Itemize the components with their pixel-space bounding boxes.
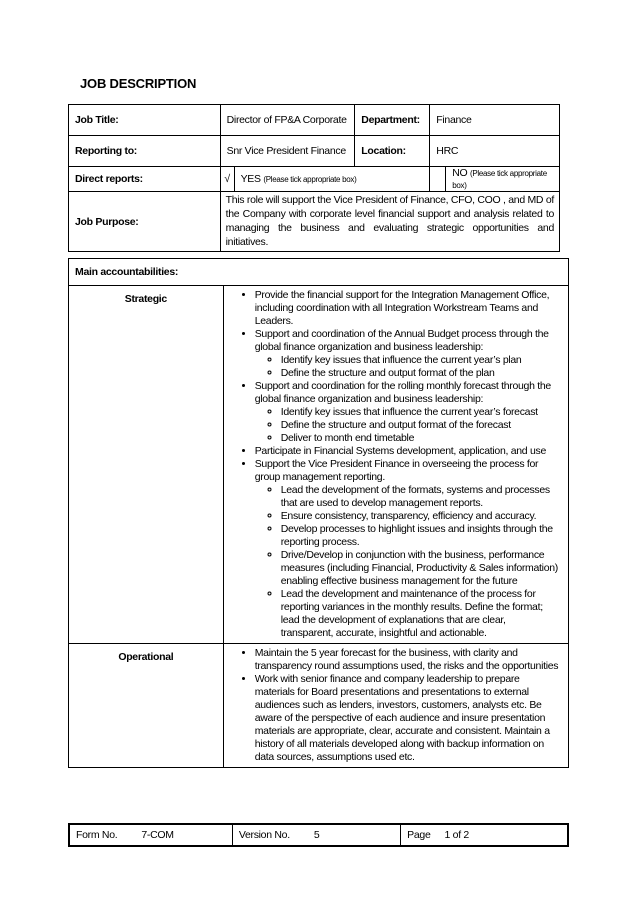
accountabilities-header: Main accountabilities: bbox=[69, 259, 569, 286]
list-item-text: Participate in Financial Systems development, application, and use bbox=[254, 445, 546, 457]
page-number: 1 of 2 bbox=[444, 829, 469, 841]
no-checkbox[interactable] bbox=[430, 167, 446, 192]
sub-list-item: ◦ Develop processes to highlight issues and insights through the reporting process. bbox=[281, 523, 560, 549]
list-item bbox=[255, 380, 560, 445]
no-note: (Please tick appropriate box) bbox=[452, 169, 547, 190]
list-item-text: Work with senior finance and company leadership to prepare materials for Board presentations and presentations to external audiences such as lenders, investors, customers, analysts etc. Be aware of the perspective of each audience and insure presentation materials are appropriate, clear, accurate and consistent. Maintain a history of all materials developed along with backup information on data sources, assumptions used etc. bbox=[254, 673, 550, 763]
sub-list-item: ◦ Identify key issues that influence the current year’s forecast bbox=[281, 406, 560, 419]
version-no-value: 5 bbox=[313, 829, 320, 841]
strategic-label: Strategic bbox=[69, 286, 224, 644]
department-value: Finance bbox=[430, 105, 560, 136]
yes-note: (Please tick appropriate box) bbox=[263, 175, 357, 184]
location-value: HRC bbox=[430, 136, 560, 167]
list-item bbox=[255, 328, 560, 380]
reporting-to-value: Snr Vice President Finance bbox=[220, 136, 355, 167]
form-footer bbox=[68, 823, 569, 847]
job-purpose-value: This role will support the Vice President of Finance, CFO, COO , and MD of the Company with corporate level financial support and analysis related to managing the business and evaluating strategic opportunities and initiatives. bbox=[220, 192, 559, 252]
document-title: JOB DESCRIPTION bbox=[80, 76, 197, 91]
sub-list-item: ◦ Deliver to month end timetable bbox=[281, 432, 560, 445]
location-label: Location: bbox=[355, 136, 430, 167]
no-label: NO bbox=[452, 167, 468, 179]
strategic-list bbox=[223, 286, 568, 644]
list-item bbox=[255, 673, 560, 764]
list-item-text: Maintain the 5 year forecast for the business, with clarity and transparency round assumptions used, the risks and the opportunities bbox=[254, 647, 559, 672]
sub-list-item: ◦ Ensure consistency, transparency, efficiency and accuracy. bbox=[281, 510, 560, 523]
form-no-value: 7-COM bbox=[141, 829, 174, 841]
list-item-text: Support and coordination of the Annual Budget process through the global finance organization and business leadership: bbox=[254, 328, 549, 353]
list-item bbox=[255, 458, 560, 640]
no-option bbox=[446, 167, 560, 192]
direct-reports-label: Direct reports: bbox=[69, 167, 221, 192]
sub-list-item: ◦ Define the structure and output format of the forecast bbox=[281, 419, 560, 432]
list-item-text: Support the Vice President Finance in overseeing the process for group management reporting. bbox=[254, 458, 539, 483]
list-item bbox=[255, 445, 560, 458]
reporting-to-label: Reporting to: bbox=[69, 136, 221, 167]
sub-list-item: ◦ Define the structure and output format of the plan bbox=[281, 367, 560, 380]
yes-checkbox[interactable] bbox=[220, 167, 234, 192]
check-mark-icon: √ bbox=[224, 173, 230, 185]
form-no-label: Form No. bbox=[76, 829, 118, 841]
operational-list bbox=[223, 644, 568, 768]
list-item bbox=[255, 289, 560, 328]
job-title-label: Job Title: bbox=[69, 105, 221, 136]
department-label: Department: bbox=[355, 105, 430, 136]
job-purpose-label: Job Purpose: bbox=[69, 192, 221, 252]
sub-list-item: ◦ Lead the development and maintenance of the process for reporting variances in the monthly results. Define the format; lead the development of explanations that are clear, transparent, accurate, insightful and actionable. bbox=[281, 588, 560, 640]
sub-list-item: ◦ Lead the development of the formats, systems and processes that are used to develop management reports. bbox=[281, 484, 560, 510]
job-info-table bbox=[68, 104, 560, 252]
job-title-value: Director of FP&A Corporate bbox=[220, 105, 355, 136]
yes-option bbox=[234, 167, 430, 192]
version-no-label: Version No. bbox=[238, 829, 290, 841]
operational-label: Operational bbox=[69, 644, 224, 768]
yes-label: YES bbox=[240, 173, 261, 185]
list-item bbox=[255, 647, 560, 673]
list-item-text: Support and coordination for the rolling monthly forecast through the global finance organization and business leadership: bbox=[254, 380, 551, 405]
sub-list-item: ◦ Drive/Develop in conjunction with the business, performance measures (including Financial, Productivity & Sales information) enabling effective business management for the future bbox=[281, 549, 560, 588]
sub-list-item: ◦ Identify key issues that influence the current year’s plan bbox=[281, 354, 560, 367]
accountabilities-table bbox=[68, 258, 569, 768]
page-label: Page bbox=[407, 829, 431, 841]
list-item-text: Provide the financial support for the Integration Management Office, including coordination with all Integration Workstream Teams and Leaders. bbox=[254, 289, 550, 327]
